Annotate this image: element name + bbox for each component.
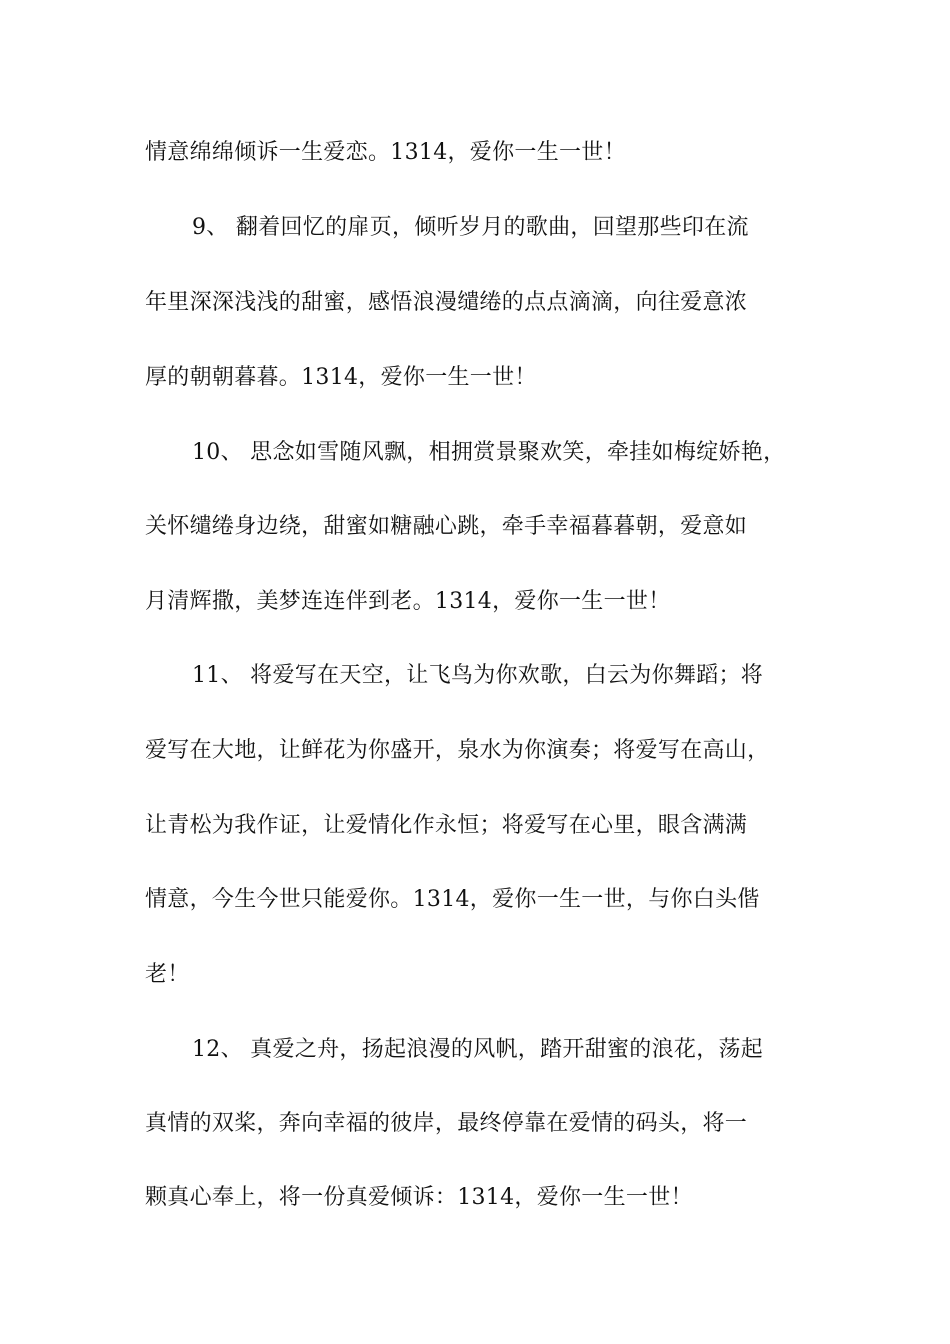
item-11-line-3: 让青松为我作证，让爱情化作永恒；将爱写在心里，眼含满满 (145, 813, 748, 838)
item-9-line-2: 年里深深浅浅的甜蜜，感悟浪漫缱绻的点点滴滴，向往爱意浓 (145, 290, 748, 315)
item-11-line-4: 情意，今生今世只能爱你。1314，爱你一生一世，与你白头偕 (145, 887, 760, 912)
item-10-line-3: 月清辉撒，美梦连连伴到老。1314，爱你一生一世！ (145, 589, 671, 614)
item-10-line-1: 10、 思念如雪随风飘，相拥赏景聚欢笑，牵挂如梅绽娇艳， (192, 440, 786, 465)
item-10-line-2: 关怀缱绻身边绕，甜蜜如糖融心跳，牵手幸福暮暮朝，爱意如 (145, 514, 748, 539)
item-11-line-1: 11、 将爱写在天空，让飞鸟为你欢歌，白云为你舞蹈；将 (192, 663, 764, 688)
item-12-line-2: 真情的双桨，奔向幸福的彼岸，最终停靠在爱情的码头，将一 (145, 1111, 748, 1136)
item-12-line-1: 12、 真爱之舟，扬起浪漫的风帆，踏开甜蜜的浪花，荡起 (192, 1037, 764, 1062)
item-9-line-3: 厚的朝朝暮暮。1314，爱你一生一世！ (145, 365, 537, 390)
paragraph-line-1: 情意绵绵倾诉一生爱恋。1314，爱你一生一世！ (145, 140, 626, 165)
item-12-line-3: 颗真心奉上，将一份真爱倾诉：1314，爱你一生一世！ (145, 1185, 693, 1210)
item-11-line-5: 老！ (145, 962, 190, 987)
item-11-line-2: 爱写在大地，让鲜花为你盛开，泉水为你演奏；将爱写在高山， (145, 738, 770, 763)
item-9-line-1: 9、 翻着回忆的扉页，倾听岁月的歌曲，回望那些印在流 (192, 215, 749, 240)
